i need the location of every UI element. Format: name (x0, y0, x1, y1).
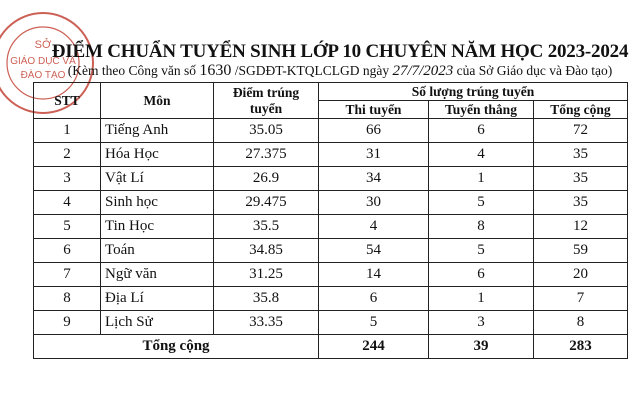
cell-diem: 26.9 (214, 167, 319, 191)
header-group: Số lượng trúng tuyển (319, 83, 628, 101)
cell-thi: 31 (319, 143, 429, 167)
cell-thang: 1 (429, 287, 534, 311)
cell-stt: 8 (34, 287, 101, 311)
cell-thi: 5 (319, 311, 429, 335)
cell-thi: 34 (319, 167, 429, 191)
cell-thi: 66 (319, 119, 429, 143)
svg-text:SỞ: SỞ (34, 39, 52, 51)
cell-thi: 54 (319, 239, 429, 263)
cell-stt: 1 (34, 119, 101, 143)
cell-mon: Tiếng Anh (101, 119, 214, 143)
cell-mon: Ngữ văn (101, 263, 214, 287)
cell-stt: 7 (34, 263, 101, 287)
table-row (34, 167, 628, 191)
table-row (34, 191, 628, 215)
cell-thang: 5 (429, 191, 534, 215)
total-thi: 244 (319, 335, 429, 359)
cell-thang: 8 (429, 215, 534, 239)
cell-thang: 6 (429, 119, 534, 143)
total-label: Tổng cộng (34, 335, 319, 359)
header-diem: Điểm trúng tuyển (214, 83, 319, 119)
cell-tong: 8 (534, 311, 628, 335)
cell-stt: 9 (34, 311, 101, 335)
cell-tong: 72 (534, 119, 628, 143)
table-row (34, 311, 628, 335)
cell-thi: 4 (319, 215, 429, 239)
cell-mon: Địa Lí (101, 287, 214, 311)
total-row (34, 335, 628, 359)
cell-thi: 30 (319, 191, 429, 215)
cell-thang: 5 (429, 239, 534, 263)
cell-mon: Sinh học (101, 191, 214, 215)
cell-mon: Toán (101, 239, 214, 263)
cell-stt: 3 (34, 167, 101, 191)
table-row (34, 143, 628, 167)
header-mon: Môn (101, 83, 214, 119)
cell-tong: 35 (534, 143, 628, 167)
header-stt: STT (34, 83, 101, 119)
cell-diem: 29.475 (214, 191, 319, 215)
total-tong: 283 (534, 335, 628, 359)
cell-tong: 59 (534, 239, 628, 263)
table-row (34, 287, 628, 311)
svg-text:GIÁO DỤC VÀ: GIÁO DỤC VÀ (10, 56, 76, 67)
cell-diem: 31.25 (214, 263, 319, 287)
cell-tong: 35 (534, 191, 628, 215)
table-row (34, 215, 628, 239)
table-row (34, 263, 628, 287)
cell-diem: 35.5 (214, 215, 319, 239)
cell-diem: 35.8 (214, 287, 319, 311)
cell-stt: 6 (34, 239, 101, 263)
cell-tong: 12 (534, 215, 628, 239)
cell-mon: Hóa Học (101, 143, 214, 167)
cell-stt: 2 (34, 143, 101, 167)
total-thang: 39 (429, 335, 534, 359)
svg-text:ĐÀO TẠO: ĐÀO TẠO (20, 70, 66, 81)
cell-thang: 3 (429, 311, 534, 335)
cell-diem: 33.35 (214, 311, 319, 335)
cell-tong: 7 (534, 287, 628, 311)
cell-tong: 35 (534, 167, 628, 191)
cell-diem: 35.05 (214, 119, 319, 143)
cell-thi: 6 (319, 287, 429, 311)
header-tong: Tổng cộng (534, 101, 628, 119)
cell-stt: 4 (34, 191, 101, 215)
document-title: ĐIỂM CHUẨN TUYỂN SINH LỚP 10 CHUYÊN NĂM HỌC 2023-2024 (51, 41, 629, 62)
document-subtitle: (Kèm theo Công văn số 1630 /SGDĐT-KTQLCLGD ngày 27/7/2023 của Sở Giáo dục và Đào tạo) (67, 62, 613, 79)
cell-diem: 34.85 (214, 239, 319, 263)
header-thi-tuyen: Thi tuyển (319, 101, 429, 119)
cell-tong: 20 (534, 263, 628, 287)
table-row (34, 239, 628, 263)
cell-thi: 14 (319, 263, 429, 287)
cell-thang: 4 (429, 143, 534, 167)
cell-stt: 5 (34, 215, 101, 239)
admission-score-table (33, 82, 628, 359)
cell-mon: Lịch Sử (101, 311, 214, 335)
cell-mon: Vật Lí (101, 167, 214, 191)
cell-mon: Tin Học (101, 215, 214, 239)
cell-thang: 1 (429, 167, 534, 191)
table-row (34, 119, 628, 143)
cell-thang: 6 (429, 263, 534, 287)
cell-diem: 27.375 (214, 143, 319, 167)
header-tuyen-thang: Tuyển thẳng (429, 101, 534, 119)
